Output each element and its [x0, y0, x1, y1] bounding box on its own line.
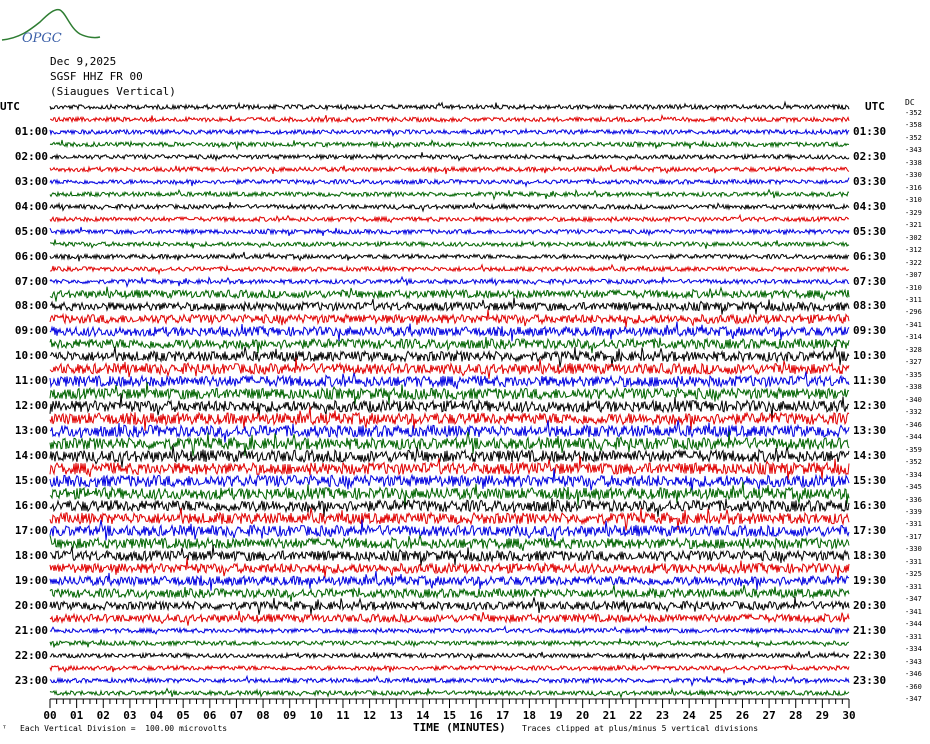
row-label-left: 14:00 — [14, 449, 48, 463]
row-label-left: 02:00 — [14, 149, 48, 163]
trace-row — [50, 102, 849, 109]
x-tick-label: 18 — [522, 709, 537, 722]
x-tick-label: 19 — [549, 709, 563, 722]
x-tick-label: 12 — [362, 709, 377, 722]
row-rms-value: -339 — [905, 507, 922, 516]
row-rms-value: -311 — [905, 296, 922, 305]
trace-row — [50, 688, 849, 697]
row-label-left: 22:00 — [14, 648, 48, 662]
trace-row — [50, 165, 849, 174]
trace-row — [50, 190, 849, 199]
row-rms-value: -331 — [905, 632, 922, 641]
x-tick-label: 17 — [496, 709, 510, 722]
row-label-right: 23:30 — [853, 673, 887, 687]
row-label-right: 16:30 — [853, 498, 887, 512]
trace-row — [50, 140, 849, 149]
row-rms-value: -358 — [905, 121, 922, 130]
row-rms-value: -314 — [905, 333, 922, 342]
x-tick-label: 23 — [655, 709, 670, 722]
x-tick-label: 15 — [442, 709, 457, 722]
row-rms-value: -347 — [905, 695, 922, 703]
row-rms-value: -329 — [905, 208, 922, 217]
x-tick-label: 11 — [336, 709, 350, 722]
trace-row — [50, 372, 849, 389]
x-tick-label: 16 — [469, 709, 483, 722]
x-tick-label: 26 — [735, 709, 750, 722]
row-label-left: 20:00 — [14, 598, 48, 612]
row-rms-value: -307 — [905, 271, 922, 280]
row-rms-value: -336 — [905, 495, 922, 504]
x-tick-label: 30 — [842, 709, 856, 722]
trace-row — [50, 202, 849, 211]
x-tick-label: 28 — [789, 709, 803, 722]
row-rms-value: -332 — [905, 408, 922, 417]
row-rms-value: -331 — [905, 582, 922, 591]
trace-row — [50, 382, 849, 405]
row-label-right: 22:30 — [853, 648, 887, 662]
row-rms-value: -352 — [905, 109, 922, 117]
row-label-right: 10:30 — [853, 349, 887, 363]
trace-row — [50, 611, 849, 626]
row-label-right: 07:30 — [853, 274, 887, 288]
row-label-left: 08:00 — [14, 299, 48, 313]
row-label-right: 17:30 — [853, 523, 887, 537]
row-label-right: 02:30 — [853, 149, 887, 163]
trace-row — [50, 240, 849, 249]
row-rms-value: -360 — [905, 682, 922, 691]
row-label-left: 19:00 — [14, 573, 48, 587]
trace-row — [50, 346, 849, 367]
row-rms-value: -316 — [905, 183, 922, 192]
row-rms-value: -338 — [905, 158, 922, 167]
row-label-left: 18:00 — [14, 548, 48, 562]
row-rms-value: -331 — [905, 520, 922, 529]
trace-row — [50, 178, 849, 186]
x-tick-label: 20 — [576, 709, 590, 722]
trace-row — [50, 508, 849, 531]
row-rms-value: -343 — [905, 146, 922, 155]
row-rms-value: -347 — [905, 595, 922, 604]
row-label-left: 23:00 — [14, 673, 48, 687]
row-label-right: 03:30 — [853, 174, 887, 188]
x-tick-label: 21 — [602, 709, 616, 722]
row-label-left: 21:00 — [14, 623, 48, 637]
row-label-left: 17:00 — [14, 523, 48, 537]
row-label-left: 07:00 — [14, 274, 48, 288]
row-rms-value: -352 — [905, 458, 922, 467]
trace-row — [50, 265, 849, 273]
x-tick-label: 06 — [203, 709, 217, 722]
row-label-left: 15:00 — [14, 474, 48, 488]
row-rms-value: -321 — [905, 221, 922, 230]
row-label-left: 01:00 — [14, 124, 48, 138]
row-label-left: 16:00 — [14, 498, 48, 512]
trace-row — [50, 597, 849, 615]
trace-row — [50, 535, 849, 551]
trace-row — [50, 322, 849, 342]
trace-row — [50, 498, 849, 517]
x-tick-label: 25 — [709, 709, 723, 722]
x-tick-label: 09 — [283, 709, 297, 722]
row-rms-value: -343 — [905, 657, 922, 666]
row-label-right: 12:30 — [853, 399, 887, 413]
rms-header: DC — [905, 98, 915, 107]
row-label-right: 05:30 — [853, 224, 887, 238]
row-rms-value: -335 — [905, 370, 922, 379]
trace-row — [50, 152, 849, 161]
x-tick-label: 14 — [416, 709, 430, 722]
x-tick-label: 13 — [389, 709, 403, 722]
trace-row — [50, 298, 849, 315]
trace-row — [50, 215, 849, 222]
trace-row — [50, 277, 849, 286]
row-label-right: 06:30 — [853, 249, 887, 263]
trace-row — [50, 129, 849, 135]
trace-row — [50, 585, 849, 602]
row-rms-value: -344 — [905, 620, 922, 629]
x-tick-label: 10 — [309, 709, 323, 722]
station-label: SGSF HHZ FR 00 — [50, 70, 143, 83]
row-rms-value: -359 — [905, 445, 922, 454]
row-label-right: 09:30 — [853, 324, 887, 338]
utc-right-label: UTC — [865, 100, 885, 113]
trace-row — [50, 337, 849, 353]
x-tick-label: 08 — [256, 709, 270, 722]
trace-row — [50, 482, 849, 506]
row-label-right: 20:30 — [853, 598, 887, 612]
row-label-right: 18:30 — [853, 548, 887, 562]
row-rms-value: -325 — [905, 570, 922, 579]
row-label-left: 11:00 — [14, 374, 48, 388]
row-label-left: 04:00 — [14, 199, 48, 213]
x-tick-label: 04 — [149, 709, 164, 722]
logo-text: OPGC — [22, 31, 62, 46]
row-label-right: 21:30 — [853, 623, 887, 637]
trace-row — [50, 358, 849, 379]
row-label-left: 05:00 — [14, 224, 48, 238]
trace-row — [50, 115, 849, 122]
row-rms-value: -330 — [905, 171, 922, 180]
x-tick-label: 07 — [229, 709, 244, 722]
row-rms-value: -334 — [905, 645, 922, 654]
row-rms-value: -310 — [905, 283, 922, 292]
row-label-left: 12:00 — [14, 399, 48, 413]
row-rms-value: -296 — [905, 308, 922, 317]
x-tick-label: 05 — [176, 709, 190, 722]
row-label-right: 14:30 — [853, 449, 887, 463]
row-rms-value: -334 — [905, 470, 922, 479]
x-tick-label: 02 — [96, 709, 110, 722]
x-tick-label: 00 — [43, 709, 57, 722]
x-axis-title: TIME (MINUTES) — [413, 721, 506, 734]
trace-row — [50, 287, 849, 302]
trace-row — [50, 445, 849, 467]
row-label-left: 09:00 — [14, 324, 48, 338]
row-rms-value: -341 — [905, 320, 922, 329]
location-label: (Siaugues Vertical) — [50, 85, 176, 98]
x-tick-label: 24 — [682, 709, 696, 722]
trace-row — [50, 227, 849, 236]
trace-row — [50, 626, 849, 634]
x-tick-label: 29 — [815, 709, 829, 722]
row-rms-value: -341 — [905, 607, 922, 616]
trace-row — [50, 558, 849, 579]
row-rms-value: -331 — [905, 557, 922, 566]
row-rms-value: -328 — [905, 345, 922, 354]
row-rms-value: -302 — [905, 233, 922, 242]
x-tick-label: 27 — [762, 709, 776, 722]
row-rms-value: -312 — [905, 246, 922, 255]
row-rms-value: -346 — [905, 670, 922, 679]
x-tick-label: 03 — [123, 709, 137, 722]
row-rms-value: -310 — [905, 196, 922, 205]
row-label-left: 10:00 — [14, 349, 48, 363]
date-label: Dec 9,2025 — [50, 55, 117, 68]
row-label-right: 08:30 — [853, 299, 887, 313]
trace-row — [50, 252, 849, 261]
row-rms-value: -322 — [905, 258, 922, 267]
row-label-left: 06:00 — [14, 249, 48, 263]
row-rms-value: -340 — [905, 395, 922, 404]
division-note: Each Vertical Division = 100.00 microvolts — [20, 724, 228, 733]
utc-left-label: UTC — [0, 100, 20, 113]
row-rms-value: -327 — [905, 358, 922, 367]
row-label-left: 03:00 — [14, 174, 48, 188]
corner-mark: ᵀ — [2, 724, 7, 733]
clip-note: Traces clipped at plus/minus 5 vertical divisions — [522, 724, 759, 733]
row-label-right: 04:30 — [853, 199, 887, 213]
x-tick-label: 01 — [70, 709, 84, 722]
row-label-right: 19:30 — [853, 573, 887, 587]
row-rms-value: -330 — [905, 545, 922, 554]
row-rms-value: -346 — [905, 420, 922, 429]
row-rms-value: -317 — [905, 532, 922, 541]
row-rms-value: -344 — [905, 433, 922, 442]
trace-row — [50, 639, 849, 648]
row-label-right: 11:30 — [853, 374, 887, 388]
trace-row — [50, 676, 849, 685]
row-rms-value: -345 — [905, 483, 922, 492]
trace-row — [50, 665, 849, 672]
row-rms-value: -352 — [905, 133, 922, 142]
row-label-right: 01:30 — [853, 124, 887, 138]
trace-row — [50, 310, 849, 328]
row-label-right: 13:30 — [853, 424, 887, 438]
row-rms-value: -338 — [905, 383, 922, 392]
trace-row — [50, 651, 849, 660]
row-label-left: 13:00 — [14, 424, 48, 438]
x-tick-label: 22 — [629, 709, 643, 722]
row-label-right: 15:30 — [853, 474, 887, 488]
